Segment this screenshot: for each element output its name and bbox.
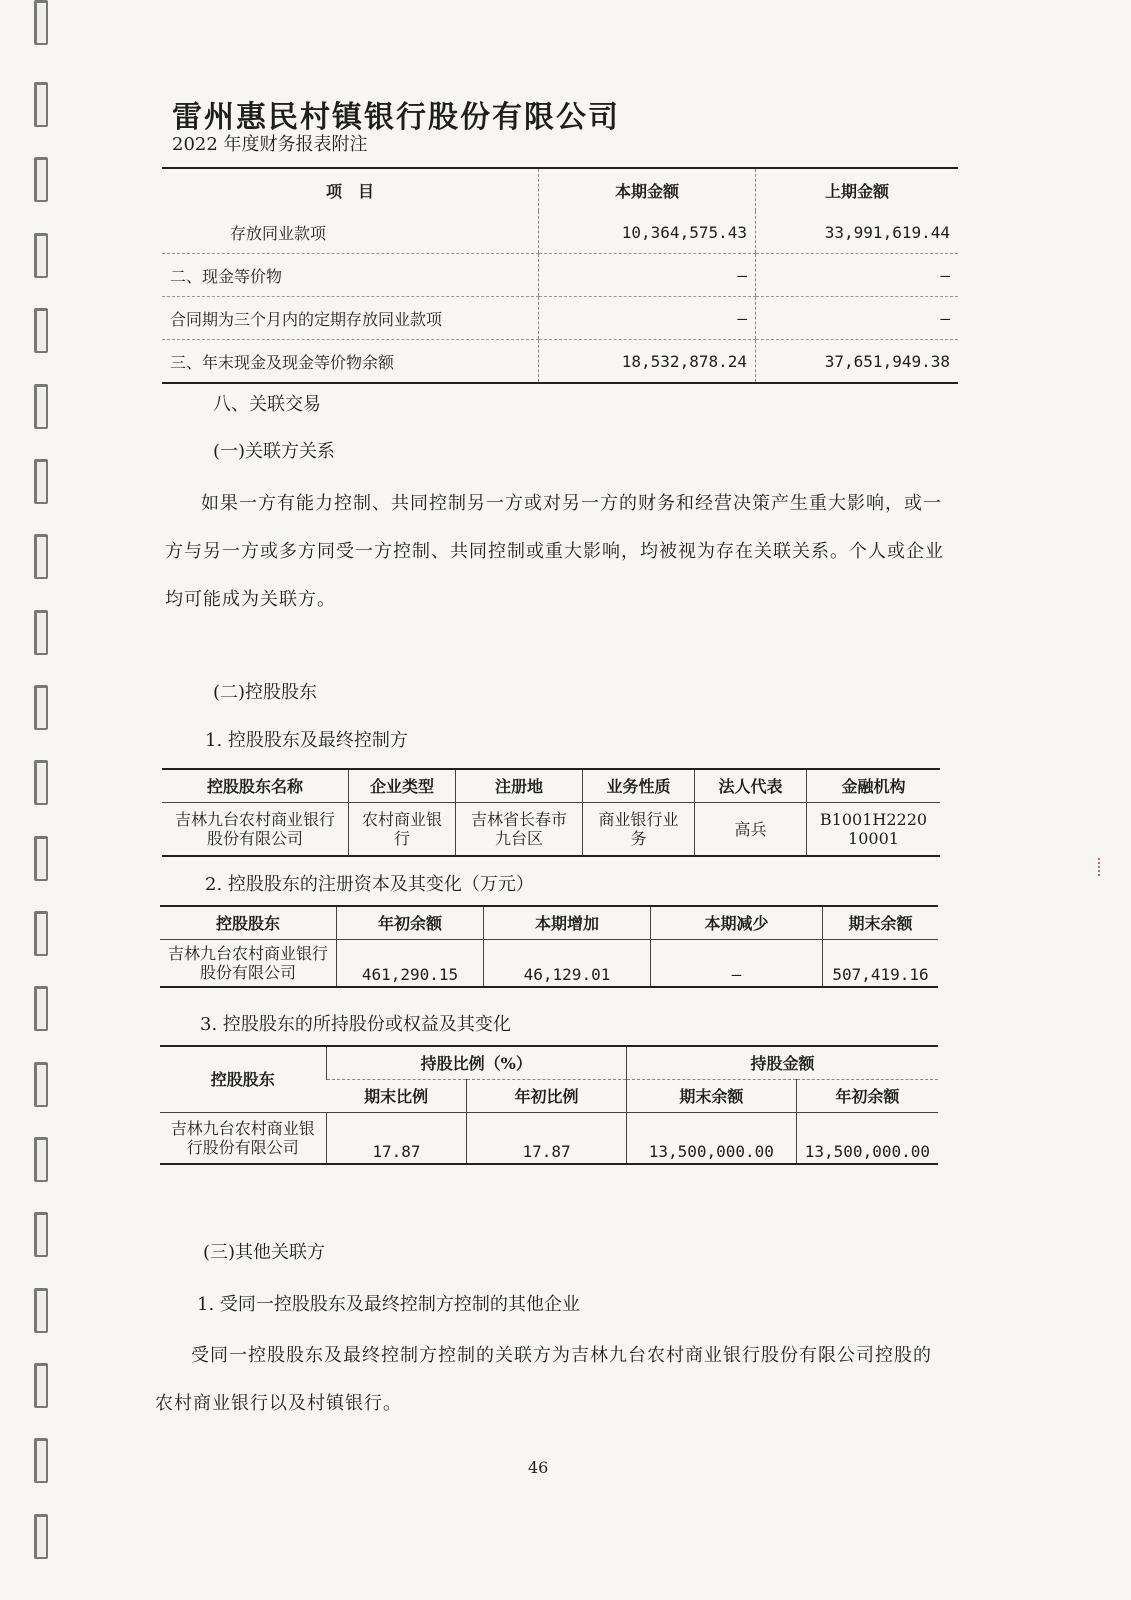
col-header-item: 项 目: [325, 181, 374, 201]
table-header-row: [160, 906, 938, 940]
col-header: 本期增加: [484, 906, 651, 940]
item-heading: 1. 受同一控股股东及最终控制方控制的其他企业: [197, 1294, 580, 1315]
section-heading: 八、关联交易: [213, 394, 321, 415]
table-row: [162, 211, 958, 254]
col-header: 企业类型: [349, 769, 456, 803]
sub-header: 期末比例: [326, 1080, 467, 1113]
binder-hole: [34, 308, 48, 353]
binder-hole: [34, 836, 48, 881]
sub-header: 年初比例: [467, 1080, 627, 1113]
current-amount: –: [539, 254, 756, 297]
subsection-heading: (三)其他关联方: [203, 1242, 326, 1263]
item-heading: 3. 控股股东的所持股份或权益及其变化: [200, 1014, 511, 1035]
row-label: 二、现金等价物: [162, 254, 539, 297]
binder-hole: [34, 1212, 48, 1257]
subsection-heading: (二)控股股东: [213, 682, 318, 703]
business-nature: 商业银行业务: [583, 803, 695, 857]
binder-hole: [34, 1288, 48, 1333]
previous-amount: –: [756, 297, 959, 340]
amount-end: 13,500,000.00: [626, 1113, 796, 1165]
opening-balance: 461,290.15: [337, 940, 484, 988]
sub-header: 期末余额: [626, 1080, 796, 1113]
subsection-heading: (一)关联方关系: [213, 441, 336, 462]
increase-amount: 46,129.01: [484, 940, 651, 988]
table-row: [162, 297, 958, 340]
binder-hole: [34, 911, 48, 956]
col-header-current: 本期金额: [539, 168, 756, 211]
page-number: 46: [528, 1458, 549, 1477]
row-label: 合同期为三个月内的定期存放同业款项: [162, 297, 539, 340]
col-header-previous: 上期金额: [756, 168, 959, 211]
previous-amount: 33,991,619.44: [756, 211, 959, 254]
col-header: 控股股东: [160, 906, 337, 940]
edge-mark: [1098, 858, 1103, 876]
binder-hole: [34, 233, 48, 278]
table-header-row: [162, 168, 958, 211]
binder-hole: [34, 82, 48, 127]
current-amount: –: [539, 297, 756, 340]
paragraph: 受同一控股股东及最终控制方控制的关联方为吉林九台农村商业银行股份有限公司控股的农村商业银行以及村镇银行。: [155, 1345, 932, 1414]
closing-balance: 507,419.16: [823, 940, 939, 988]
group-header: 持股金额: [626, 1046, 938, 1080]
binder-hole: [34, 1137, 48, 1182]
col-header: 本期减少: [651, 906, 823, 940]
row-label: 存放同业款项: [162, 211, 539, 254]
binder-hole: [34, 1438, 48, 1483]
col-header: 注册地: [456, 769, 583, 803]
binder-holes: [28, 0, 68, 1600]
binder-hole: [34, 1363, 48, 1408]
binder-hole: [34, 459, 48, 504]
previous-amount: –: [756, 254, 959, 297]
shareholder-table: [162, 768, 940, 857]
previous-amount: 37,651,949.38: [756, 340, 959, 384]
col-header: 金融机构: [807, 769, 941, 803]
shareholder-name: 吉林九台农村商业银行股份有限公司: [170, 1119, 315, 1157]
shareholder-name: 吉林九台农村商业银行股份有限公司: [174, 810, 335, 848]
capital-change-table: [160, 905, 938, 988]
enterprise-type: 农村商业银行: [349, 803, 456, 857]
table-row: [160, 1113, 938, 1165]
table-row: [162, 803, 940, 857]
company-title: 雷州惠民村镇银行股份有限公司: [172, 100, 620, 135]
cash-equivalents-table: [162, 167, 958, 384]
legal-representative: 高兵: [695, 803, 807, 857]
binder-hole: [34, 1062, 48, 1107]
col-header: 法人代表: [695, 769, 807, 803]
amount-begin: 13,500,000.00: [796, 1113, 938, 1165]
sub-header: 年初余额: [796, 1080, 938, 1113]
decrease-amount: –: [651, 940, 823, 988]
binder-hole: [34, 685, 48, 730]
shareholder-name: 吉林九台农村商业银行股份有限公司: [168, 944, 329, 982]
binder-hole: [34, 534, 48, 579]
ratio-end: 17.87: [326, 1113, 467, 1165]
binder-hole: [34, 986, 48, 1031]
binder-hole: [34, 610, 48, 655]
binder-hole: [34, 1514, 48, 1559]
row-label: 三、年末现金及现金等价物余额: [170, 352, 395, 372]
table-header-row: [162, 769, 940, 803]
group-header: 持股比例（%）: [326, 1046, 626, 1080]
col-header: 控股股东: [160, 1046, 326, 1113]
table-row: [160, 940, 938, 988]
registered-place: 吉林省长春市九台区: [456, 803, 583, 857]
financial-institution-code: B1001H222010001: [807, 803, 941, 857]
binder-hole: [34, 157, 48, 202]
table-row: [162, 340, 958, 384]
table-header-row: [160, 1046, 938, 1080]
item-heading: 1. 控股股东及最终控制方: [205, 730, 408, 751]
col-header: 期末余额: [823, 906, 939, 940]
col-header: 控股股东名称: [162, 769, 349, 803]
binder-hole: [34, 760, 48, 805]
paragraph: 如果一方有能力控制、共同控制另一方或对另一方的财务和经营决策产生重大影响，或一方与另一方或多方同受一方控制、共同控制或重大影响，均被视为存在关联关系。个人或企业均可能成为关联方。: [165, 493, 944, 610]
col-header: 业务性质: [583, 769, 695, 803]
equity-table: [160, 1045, 938, 1165]
ratio-begin: 17.87: [467, 1113, 627, 1165]
current-amount: 10,364,575.43: [539, 211, 756, 254]
binder-hole: [34, 0, 48, 45]
table-row: [162, 254, 958, 297]
binder-hole: [34, 384, 48, 429]
report-subtitle: 2022 年度财务报表附注: [172, 134, 368, 155]
item-heading: 2. 控股股东的注册资本及其变化（万元）: [205, 874, 534, 895]
current-amount: 18,532,878.24: [539, 340, 756, 384]
col-header: 年初余额: [337, 906, 484, 940]
